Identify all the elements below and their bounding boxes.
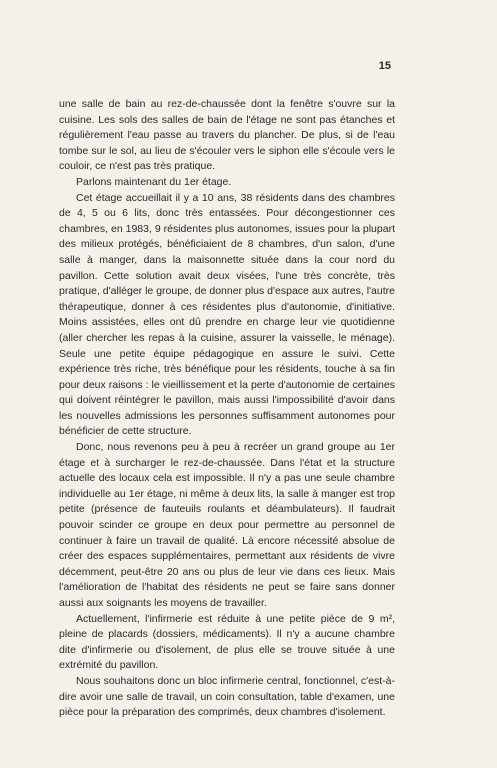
paragraph: Actuellement, l'infirmerie est réduite à une petite pièce de 9 m², pleine de placards (dossiers, médicaments). Il n'y a aucune chambre dite d'infirmerie ou d'isolement, de plus elle se trouve située à une extrémité du pavillon. — [59, 612, 395, 672]
paragraph: Donc, nous revenons peu à peu à recréer un grand groupe au 1er étage et à surcharger le rez-de-chaussée. Dans l'état et la structure actuelle des locaux cela est impossible. Il n'y a pas une seule chambre individuelle au 1er étage, ni même à deux lits, la salle à manger est trop petite (présence de fauteuils roulants et déambulateurs). Il faudrait pouvoir scinder ce groupe en deux pour permettre au personnel de continuer à faire un travail de qualité. Là encore nécessité absolue de créer des espaces supplémentaires, permettant aux résidents de vivre décemment, peut-être 20 ans ou plus de leur vie dans ces lieux. Mais l'amélioration de l'habitat des résidents ne peut se faire sans donner aussi aux soignants les moyens de travailler. — [59, 441, 395, 609]
body-text — [59, 97, 395, 721]
page-number: 15 — [378, 60, 391, 72]
paragraph: Cet étage accueillait il y a 10 ans, 38 résidents dans des chambres de 4, 5 ou 6 lits, donc très entassées. Pour décongestionner ces chambres, en 1983, 9 résidentes plus autonomes, issues pour la plupart des milieux protégés, bénéficiaient de 8 chambres, d'un salon, d'une salle à manger, dans la maisonnette située dans la cour nord du pavillon. Cette solution avait deux visées, l'une très concrète, très pratique, d'alléger le groupe, de donner plus d'espace aux autres, l'autre thérapeutique, donner à ces résidentes plus d'autonomie, d'initiative. Moins assistées, elles ont dû prendre en charge leur vie quotidienne (aller chercher les repas à la cuisine, assurer la vaisselle, le ménage). Seule une petite équipe pédagogique en assure le suivi. Cette expérience très riche, très bénéfique pour les résidents, touche à sa fin pour deux raisons : le vieillissement et la perte d'autonomie de certaines qui doivent réintégrer le pavillon, mais aussi l'impossibilité d'avoir dans les nouvelles admissions les personnes suffisamment autonomes pour bénéficier de cette structure. — [59, 191, 395, 438]
paragraph: Nous souhaitons donc un bloc infirmerie central, fonctionnel, c'est-à-dire avoir une salle de travail, un coin consultation, table d'examen, une pièce pour la préparation des comprimés, deux chambres d'isolement. — [59, 674, 395, 719]
paragraph: une salle de bain au rez-de-chaussée dont la fenêtre s'ouvre sur la cuisine. Les sols des salles de bain de l'étage ne sont pas étanches et régulièrement l'eau passe au travers du plancher. De plus, si de l'eau tombe sur le sol, au lieu de s'écouler vers le siphon elle s'écoule vers le couloir, ce n'est pas très pratique. — [59, 98, 395, 173]
paragraph: Parlons maintenant du 1er étage. — [76, 175, 232, 188]
